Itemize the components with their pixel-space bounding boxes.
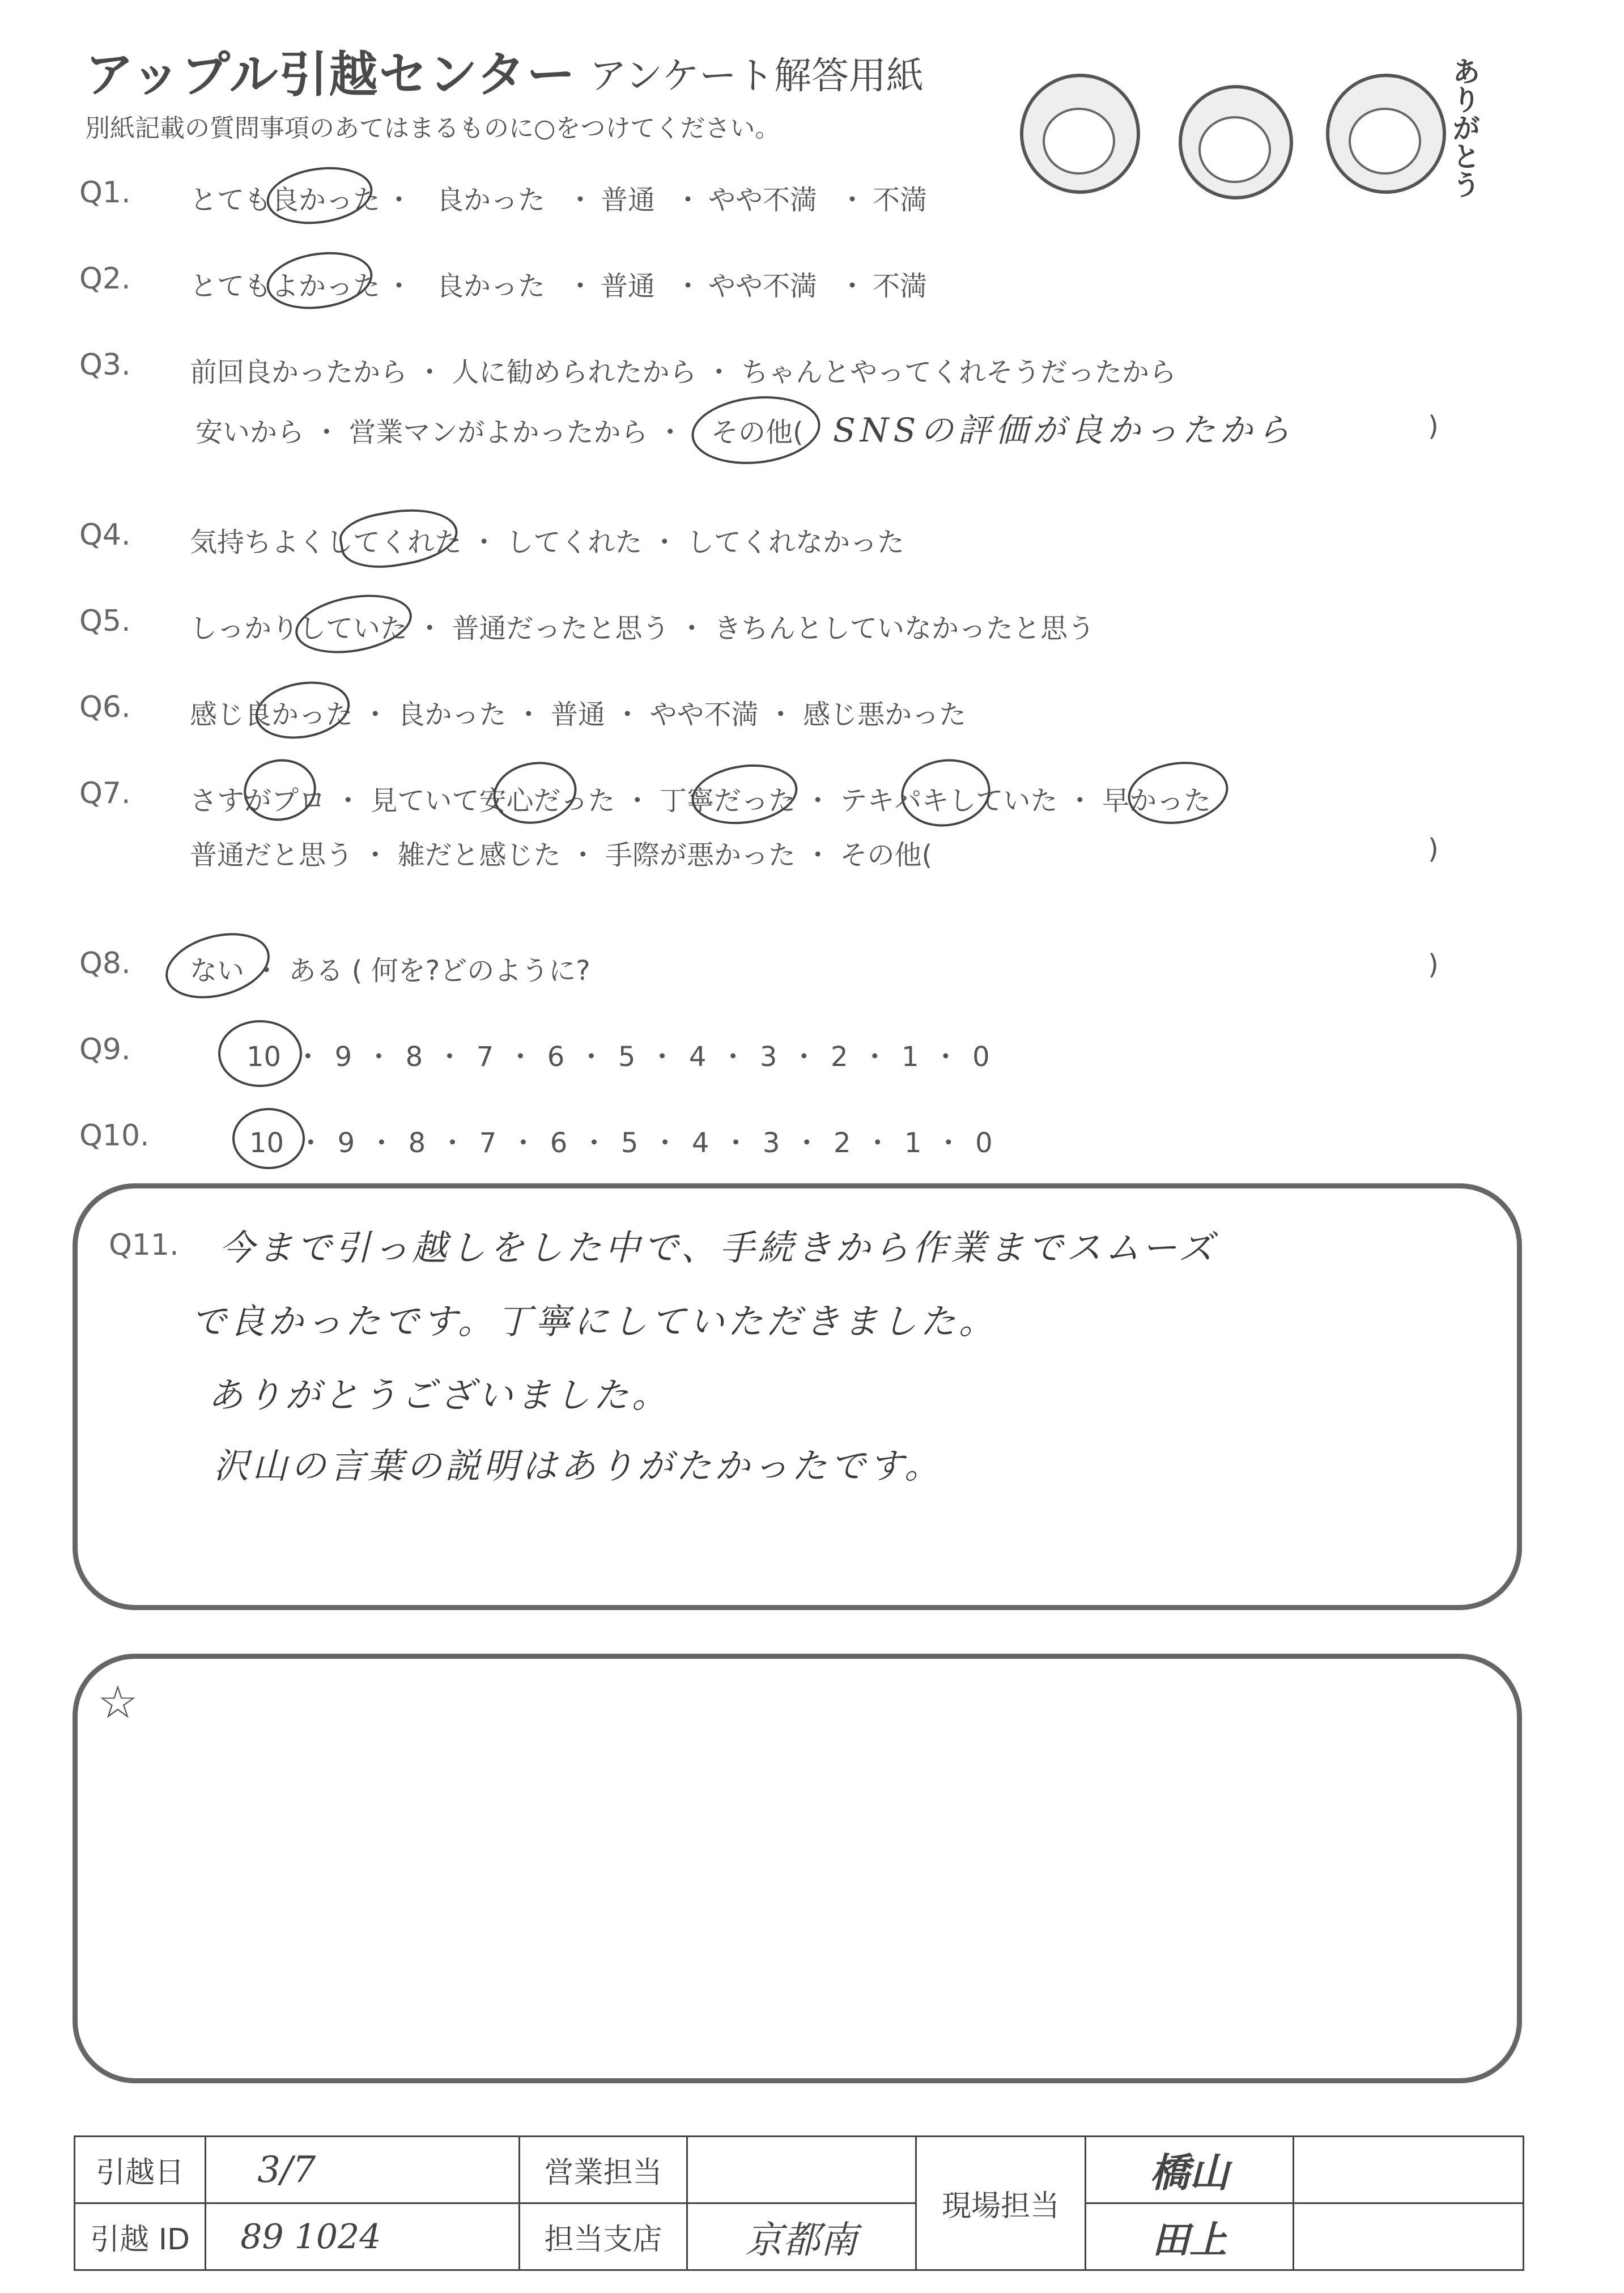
q11-answer-line-1: 今まで引っ越しをした中で、手続きから作業までスムーズ [219,1227,1217,1268]
answer-circle [688,758,802,830]
q7-line-1[interactable]: さすがプロ ・ 見ていて安心だった ・ 丁寧だった ・ テキパキしていた ・ 早かった [190,785,1211,817]
q5-label: Q5. [79,604,131,638]
move-date-label: 引越日 [75,2137,206,2203]
q11-answer-line-3: ありがとうございました。 [208,1374,671,1416]
q7-label: Q7. [79,776,131,810]
mascot-illustration [997,51,1507,238]
q2-option-2[interactable]: 良かった [436,270,546,302]
answer-circle [263,160,376,230]
q1-dot: ・ [385,184,413,216]
q3-line-2[interactable]: 安いから ・ 営業マンがよかったから ・ [195,417,684,448]
q3-other-answer: SNSの評価が良かったから [833,411,1295,449]
answer-circle [488,755,582,830]
q1-label: Q1. [79,176,131,210]
q1-dot: ・ [839,184,866,216]
q10-label: Q10. [79,1119,150,1153]
answer-circle [688,390,823,470]
answer-circle [232,1108,305,1169]
q7-line-2[interactable]: 普通だと思う ・ 雑だと感じた ・ 手際が悪かった ・ その他( [190,839,933,871]
sales-value[interactable] [687,2137,916,2203]
q8-options[interactable]: ない ・ ある ( 何を?どのように? [190,955,590,987]
q9-label: Q9. [79,1033,131,1067]
field-staff-extra-1[interactable] [1293,2137,1523,2203]
monkey-face-icon [1043,108,1115,175]
monkey-face-icon [1198,116,1271,183]
q11-answer-line-4: 沢山の言葉の説明はありがたかったです。 [214,1445,943,1487]
q2-option-5[interactable]: 不満 [873,270,928,302]
sales-label: 営業担当 [520,2137,687,2203]
field-staff-value-1[interactable]: 橋山 [1086,2137,1294,2203]
q1-dot: ・ [674,184,702,216]
q3-other[interactable]: その他( [711,417,804,448]
answer-circle [251,674,354,746]
q2-option-1[interactable]: とてもよかった [190,270,381,302]
q11-answer-line-2: で良かったです。丁寧にしていただきました。 [191,1301,998,1342]
q9-scale[interactable]: 10 ・ 9 ・ 8 ・ 7 ・ 6 ・ 5 ・ 4 ・ 3 ・ 2 ・ 1 ・ 0 [246,1041,990,1073]
q1-option-5[interactable]: 不満 [873,184,928,216]
form-subtitle: アンケート解答用紙 [589,54,924,97]
q1-option-1[interactable]: とても良かった [190,184,381,216]
q1-dot: ・ [567,184,594,216]
answer-circle [1124,755,1232,830]
branch-label: 担当支店 [520,2203,687,2270]
answer-circle [158,923,277,1009]
q1-option-2[interactable]: 良かった [436,184,546,216]
field-staff-extra-2[interactable] [1293,2203,1523,2270]
q2-dot: ・ [674,270,702,302]
q1-option-4[interactable]: やや不満 [708,184,818,216]
arigatou-text: ありがとう [1448,57,1481,198]
q6-label: Q6. [79,690,131,724]
branch-value[interactable]: 京都南 [687,2203,916,2270]
q4-label: Q4. [79,518,131,552]
q2-dot: ・ [567,270,594,302]
q2-option-4[interactable]: やや不満 [708,270,818,302]
q7-close-paren: ) [1428,833,1439,865]
answer-circle [291,587,416,662]
field-staff-value-2[interactable]: 田上 [1086,2203,1294,2270]
q8-close-paren: ) [1428,949,1439,980]
q2-label: Q2. [79,262,131,296]
brand-title: アップル引越センター [85,46,577,103]
q8-label: Q8. [79,946,131,980]
q4-options[interactable]: 気持ちよくしてくれた ・ してくれた ・ してくれなかった [190,526,905,558]
q3-close-paren: ) [1428,410,1439,442]
q2-option-3[interactable]: 普通 [601,270,656,302]
field-staff-label: 現場担当 [916,2137,1085,2270]
q11-box[interactable] [73,1183,1522,1610]
q3-line-1[interactable]: 前回良かったから ・ 人に勧められたから ・ ちゃんとやってくれそうだったから [190,356,1177,388]
monkey-face-icon [1349,108,1421,175]
q1-option-3[interactable]: 普通 [601,184,656,216]
comment-box[interactable] [73,1654,1522,2083]
answer-circle [897,754,995,833]
q3-label: Q3. [79,348,131,382]
q11-label: Q11. [109,1228,179,1262]
answer-circle [218,1020,302,1087]
info-table [74,2135,1524,2271]
star-icon: ☆ [97,1676,138,1729]
q5-options[interactable]: しっかりしていた ・ 普通だったと思う ・ きちんとしていなかったと思う [190,613,1095,644]
move-id-value[interactable]: 89 1024 [206,2203,520,2270]
answer-circle [263,245,376,315]
move-id-label: 引越 ID [75,2203,206,2270]
q2-dot: ・ [385,270,413,302]
instruction-text: 別紙記載の質問事項のあてはまるものに○をつけてください。 [85,114,780,143]
answer-circle [336,500,462,576]
move-date-value[interactable]: 3/7 [206,2137,520,2203]
q6-options[interactable]: 感じ良かった ・ 良かった ・ 普通 ・ やや不満 ・ 感じ悪かった [190,699,967,731]
q2-dot: ・ [839,270,866,302]
q10-scale[interactable]: 10 ・ 9 ・ 8 ・ 7 ・ 6 ・ 5 ・ 4 ・ 3 ・ 2 ・ 1 ・ 0 [249,1127,993,1159]
